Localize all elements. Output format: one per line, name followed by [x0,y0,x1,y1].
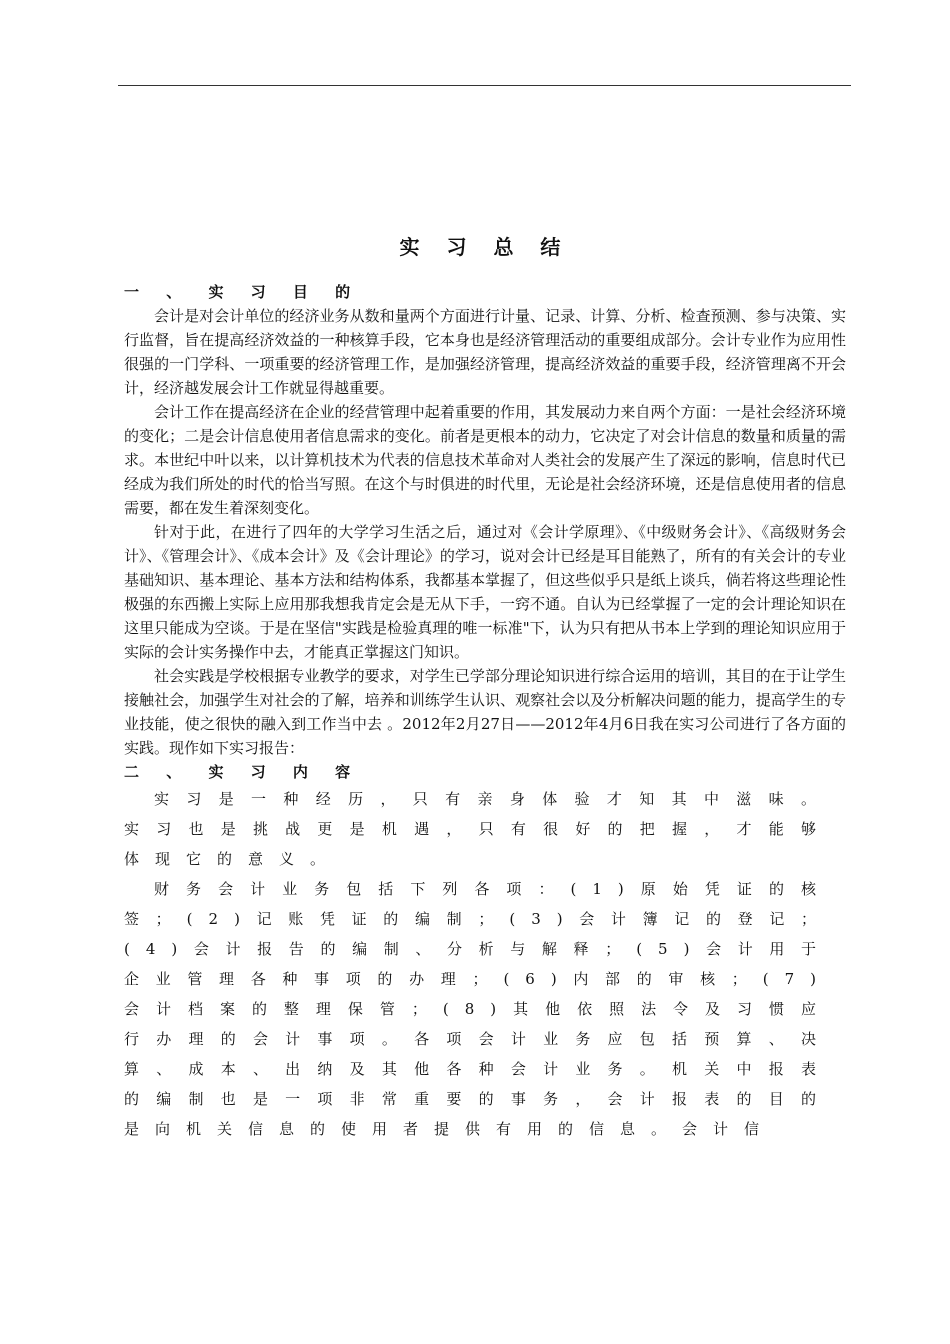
paragraph: 会计是对会计单位的经济业务从数和量两个方面进行计量、记录、计算、分析、检查预测、参与决策、实行监督，旨在提高经济效益的一种核算手段，它本身也是经济管理活动的重要组成部分。会计专业作为应用性很强的一门学科、一项重要的经济管理工作，是加强经济管理，提高经济效益的重要手段，经济管理离不开会计，经济越发展会计工作就显得越重要。 [124,307,846,397]
paragraph: 实习是一种经历，只有亲身体验才知其中滋味。实习也是挑战更是机遇，只有很好的把握，才能够体现它的意义。 [124,790,832,868]
document-title: 实 习 总 结 [399,235,571,259]
paragraph: 财务会计业务包括下列各项：(1)原始凭证的核签；(2)记账凭证的编制；(3)会计簿记的登记；(4)会计报告的编制、分析与解释；(5)会计用于企业管理各种事项的办理；(6)内部的审核；(7)会计档案的整理保管；(8)其他依照法令及习惯应行办理的会计事项。各项会计业务应包括预算、决算、成本、出纳及其他各种会计业务。机关中报表的编制也是一项非常重要的事务，会计报表的目的是向机关信息的使用者提供有用的信息。会计信 [124,880,832,1138]
paragraph: 针对于此，在进行了四年的大学学习生活之后，通过对《会计学原理》、《中级财务会计》、《高级财务会计》、《管理会计》、《成本会计》及《会计理论》的学习，说对会计已经是耳目能熟了，所有的有关会计的专业基础知识、基本理论、基本方法和结构体系，我都基本掌握了，但这些似乎只是纸上谈兵，倘若将这些理论性极强的东西搬上实际上应用那我想我肯定会是无从下手，一窍不通。自认为已经掌握了一定的会计理论知识在这里只能成为空谈。于是在坚信"实践是检验真理的唯一标准"下，认为只有把从书本上学到的理论知识应用于实际的会计实务操作中去，才能真正掌握这门知识。 [124,523,846,661]
document-body [124,232,846,1144]
paragraph: 会计工作在提高经济在企业的经营管理中起着重要的作用，其发展动力来自两个方面：一是社会经济环境的变化；二是会计信息使用者信息需求的变化。前者是更根本的动力，它决定了对会计信息的数量和质量的需求。本世纪中叶以来，以计算机技术为代表的信息技术革命对人类社会的发展产生了深远的影响，信息时代已经成为我们所处的时代的恰当写照。在这个与时俱进的时代里，无论是社会经济环境，还是信息使用者的信息需要，都在发生着深刻变化。 [124,403,846,517]
section-heading-purpose: 一 、 实 习 目 的 [124,283,362,301]
section-heading-content: 二 、 实 习 内 容 [124,763,362,781]
header-rule [118,85,851,86]
paragraph: 社会实践是学校根据专业教学的要求，对学生已学部分理论知识进行综合运用的培训，其目的在于让学生接触社会，加强学生对社会的了解，培养和训练学生认识、观察社会以及分析解决问题的能力，提高学生的专业技能，使之很快的融入到工作当中去 。2012年2月27日——2012年4月6日我在实习公司进行了各方面的实践。现作如下实习报告： [124,667,846,757]
